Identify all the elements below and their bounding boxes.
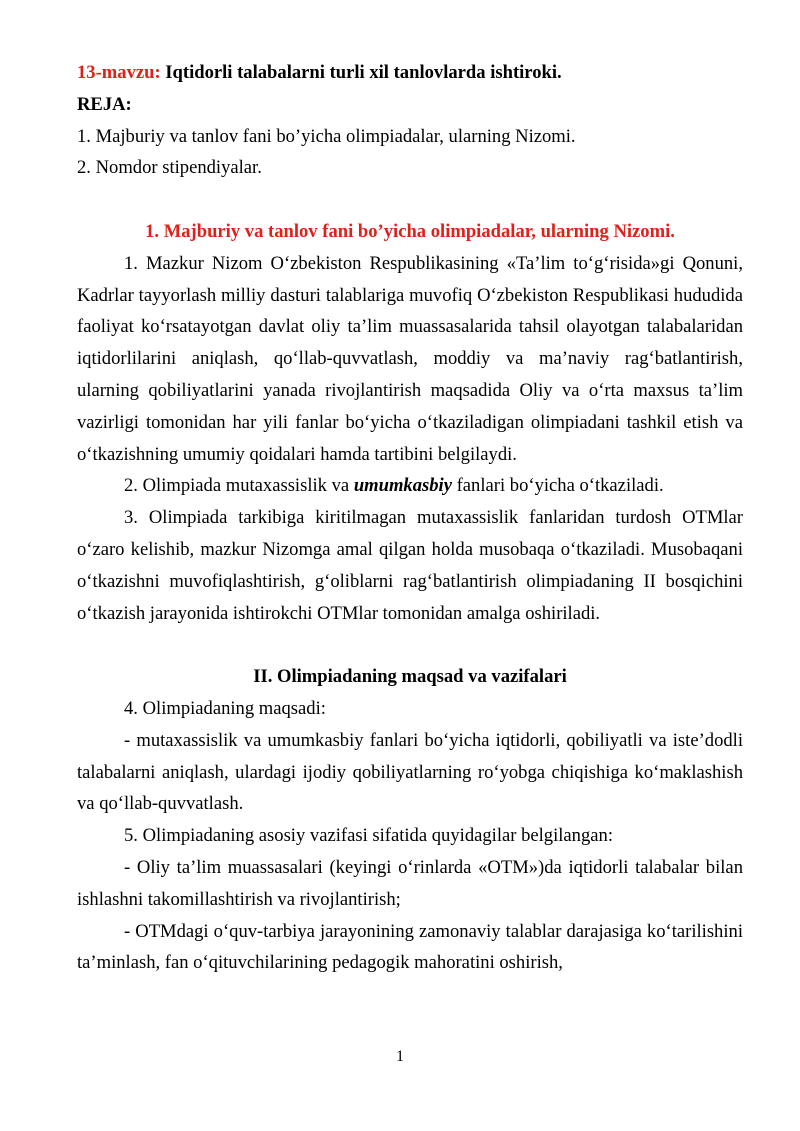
paragraph-2-emphasis: umumkasbiy	[353, 475, 452, 497]
topic-title: Iqtidorli talabalarni turli xil tanlovlarda ishtiroki.	[160, 62, 562, 83]
paragraph-2	[77, 470, 743, 502]
paragraph-4-item: - mutaxassislik va umumkasbiy fanlari bo‘yicha iqtidorli, qobiliyatli va iste’dodli talabalarni aniqlash, ulardagi ijodiy qobiliyatlarning ro‘yobga chiqishiga ko‘maklashish va qo‘llab-quvvatlash.	[77, 729, 743, 815]
topic-label: 13-mavzu:	[77, 62, 161, 83]
paragraph-3: 3. Olimpiada tarkibiga kiritilmagan mutaxassislik fanlaridan turdosh OTMlar o‘zaro kelishib, mazkur Nizomga amal qilgan holda musobaqa o‘tkaziladi. Musobaqani o‘tkazishni muvofiqlashtirish, g‘oliblarni rag‘batlantirish olimpiadaning II bosqichini o‘tkazish jarayonida ishtirokchi OTMlar tomonidan amalga oshiriladi.	[77, 507, 743, 624]
spacer	[77, 629, 743, 661]
paragraph-2-text-start: 2. Olimpiada mutaxassislik va	[124, 475, 354, 497]
page-number: 1	[396, 1048, 404, 1065]
paragraph-2-text-end: fanlari bo‘yicha o‘tkaziladi.	[451, 475, 664, 497]
document-body	[77, 57, 743, 979]
paragraph-4: 4. Olimpiadaning maqsadi:	[124, 697, 326, 719]
plan-item-2: 2. Nomdor stipendiyalar.	[77, 157, 262, 179]
topic-line	[77, 57, 743, 89]
plan-item-1: 1. Majburiy va tanlov fani bo’yicha olimpiadalar, ularning Nizomi.	[77, 125, 576, 147]
paragraph-5: 5. Olimpiadaning asosiy vazifasi sifatida quyidagilar belgilangan:	[124, 825, 613, 847]
spacer	[77, 184, 743, 216]
section-1-heading: 1. Majburiy va tanlov fani bo’yicha olimpiadalar, ularning Nizomi.	[145, 220, 675, 242]
plan-heading: REJA:	[77, 93, 132, 115]
paragraph-1: 1. Mazkur Nizom O‘zbekiston Respublikasining «Ta’lim to‘g‘risida»gi Qonuni, Kadrlar tayyorlash milliy dasturi talablariga muvofiq O‘zbekiston Respublikasi hududida faoliyat ko‘rsatayotgan davlat oliy ta’lim muassasalarida tahsil olayotgan talabalaridan iqtidorlilarini aniqlash, qo‘llab-quvvatlash, moddiy va ma’naviy rag‘batlantirish, ularning qobiliyatlarini yanada rivojlantirish maqsadida Oliy va o‘rta maxsus ta’lim vazirligi tomonidan har yili fanlar bo‘yicha o‘tkaziladigan olimpiadani tashkil etish va o‘tkazishning umumiy qoidalari hamda tartibini belgilaydi.	[77, 252, 743, 465]
paragraph-5-item-1: - Oliy ta’lim muassasalari (keyingi o‘rinlarda «OTM»)da iqtidorli talabalar bilan ishlashni takomillashtirish va rivojlantirish;	[77, 856, 743, 910]
section-2-heading: II. Olimpiadaning maqsad va vazifalari	[253, 666, 567, 688]
paragraph-5-item-2: - OTMdagi o‘quv-tarbiya jarayonining zamonaviy talablar darajasiga ko‘tarilishini ta’minlash, fan o‘qituvchilarining pedagogik mahoratini oshirish,	[77, 920, 743, 974]
